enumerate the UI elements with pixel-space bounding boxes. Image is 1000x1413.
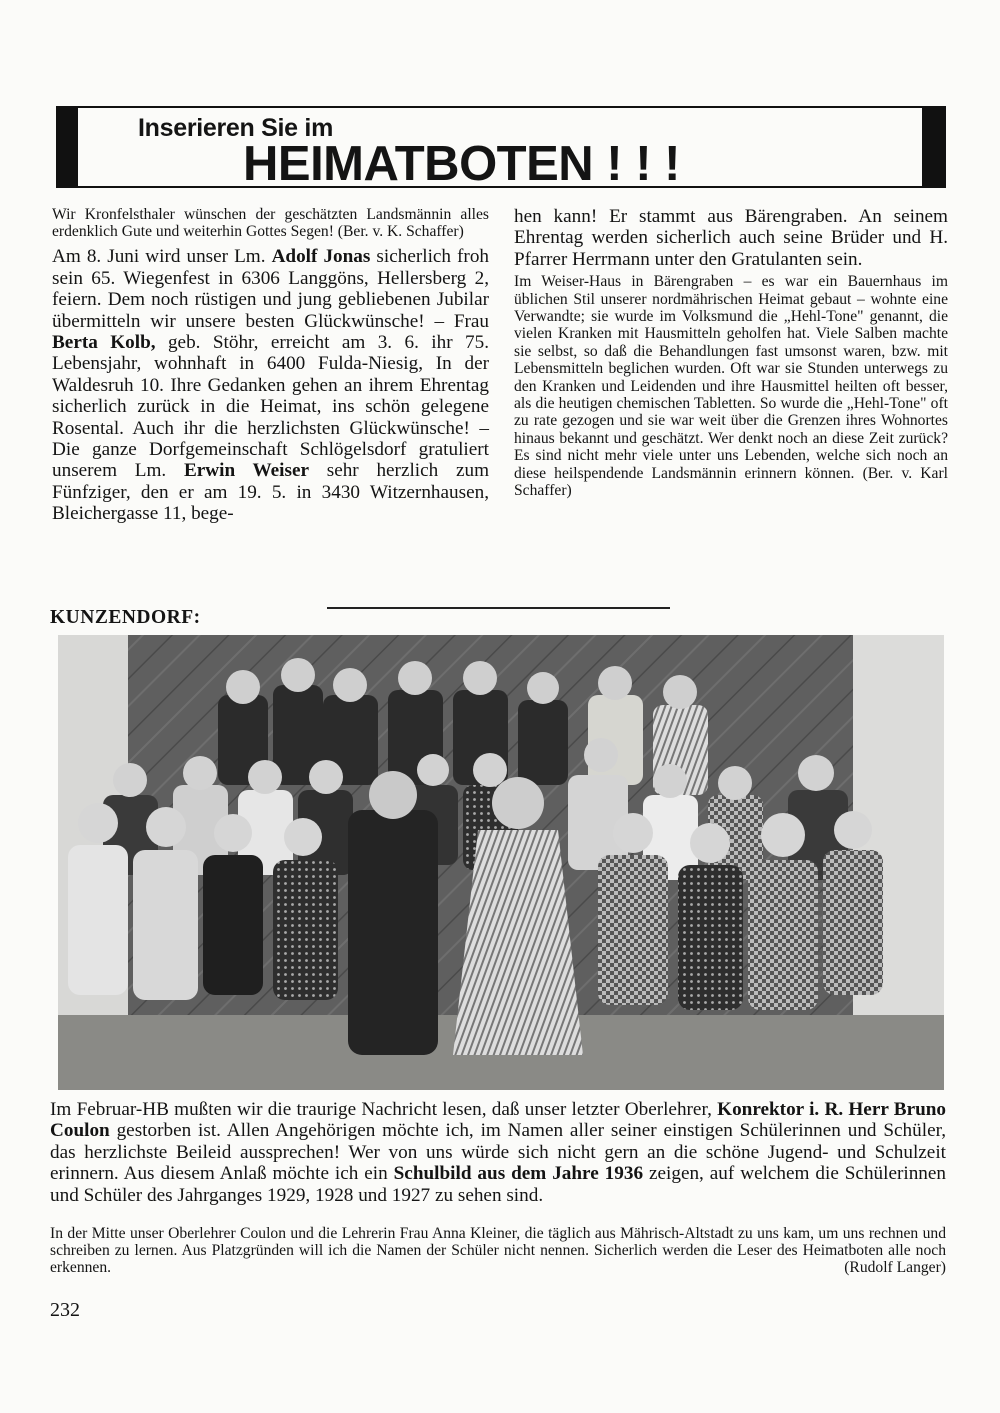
text-segment: In der Mitte unser Oberlehrer Coulon und die Lehrerin Frau Anna Kleiner, die täglich aus Mährisch-Altstadt zu uns kam, um uns rechnen und schreiben zu lernen. Aus Platzgründen will ich die Namen der Schüler nicht nennen. Sicherlich werden die Leser des Heimatboten alle noch erkennen. <box>50 1225 946 1277</box>
ad-headline-small: Inserieren Sie im <box>138 114 333 142</box>
left-intro-text: Wir Kronfelsthaler wünschen der geschätzten Landsmännin alles erdenklich Gute und weiterhin Gottes Segen! (Ber. v. K. Schaffer) <box>52 206 489 241</box>
ad-bar-right <box>922 108 944 186</box>
text-segment: geb. Stöhr, erreicht am 3. 6. ihr 75. Lebensjahr, wohnhaft in 6400 Fulda-Niesig, In der Waldesruh 10. Ihre Gedanken gehen an ihrem Ehrentag sicherlich zurück in die Heimat, ins schön gelegene Rosental. Auch ihr die herzlichsten Glückwünsche! – Die ganze Dorfgemeinschaft Schlögelsdorf gratuliert unserem Lm. <box>52 332 489 482</box>
author-credit: (Rudolf Langer) <box>844 1259 946 1277</box>
photo-caption <box>50 1099 946 1206</box>
text-segment: Im Februar-HB mußten wir die traurige Nachricht lesen, daß unser letzter Oberlehrer, <box>50 1099 712 1120</box>
text-segment: zeigen, auf welchem die Schülerinnen und Schüler des Jahrganges 1929, 1928 und 1927 zu sehen sind. <box>50 1163 947 1206</box>
right-column <box>514 206 948 500</box>
text-segment: gestorben ist. Allen Angehörigen möchte ich, im Namen aller seiner einstigen Schülerinnen und Schüler, das herzlichste Beileid aussprechen! Wer von uns würde sich nicht gern an die schöne Jugend- und Schulzeit erinnern. Aus diesem Anlaß möchte ich ein <box>50 1120 947 1185</box>
text-segment: sicherlich froh sein 65. Wiegenfest in 6306 Langgöns, Hellersberg 2, feiern. Dem noch rüstigen und jung gebliebenen Jubilar übermitteln wir unsere besten Glückwünsche! – Frau <box>52 246 490 332</box>
left-main-paragraph <box>52 246 489 524</box>
text-segment: Am 8. Juni wird unser Lm. <box>52 246 266 268</box>
page-number: 232 <box>50 1299 80 1321</box>
ad-headline-large: HEIMATBOTEN ! ! ! <box>243 137 680 191</box>
photo-title: Schulbild aus dem Jahre 1936 <box>393 1163 644 1185</box>
text-segment: sehr herzlich zum Fünfziger, den er am 19. 5. in 3430 Witzernhausen, Bleichergasse 11, bege- <box>52 460 490 525</box>
section-heading: KUNZENDORF: <box>50 607 201 628</box>
photo-caption-small <box>50 1225 946 1277</box>
advertisement-box <box>56 106 946 191</box>
name-adolf-jonas: Adolf Jonas <box>271 246 371 268</box>
left-column <box>52 206 489 525</box>
class-photo <box>58 635 944 1090</box>
name-berta-kolb: Berta Kolb, <box>52 332 156 354</box>
right-first-paragraph: hen kann! Er stammt aus Bärengraben. An seinem Ehrentag werden sicherlich auch seine Brüder und H. Pfarrer Herrmann unter den Gratulanten sein. <box>514 206 948 270</box>
name-erwin-weiser: Erwin Weiser <box>183 460 309 482</box>
right-second-paragraph: Im Weiser-Haus in Bärengraben – es war ein Bauernhaus im üblichen Stil unserer nordmährischen Heimat gebaut – wohnte eine Verwandte; sie wurde im Volksmund die „Hehl-Tone" genannt, die vielen Kranken mit Hausmitteln geholfen hat. Viele Salben machte sie selbst, so daß die Behandlungen fast umsonst waren, bzw. mit Lebensmitteln beglichen wurden. Oft war sie Stunden unterwegs zu den Kranken und Leidenden und ihre Hausmittel heilten oft besser, als die heutigen chemischen Tabletten. So wurde die „Hehl-Tone" oft zu rate gezogen und sie war weit über die Grenzen ihres Wohnortes hinaus bekannt und geschätzt. Wer denkt noch an diese Zeit zurück? Es sind nicht mehr viele unter uns Lebenden, welche sich noch an diese heilspendende Landsmännin erinnern können. (Ber. v. Karl Schaffer) <box>514 273 948 500</box>
ad-bar-left <box>58 108 78 186</box>
name-bruno-coulon: Konrektor i. R. Herr Bruno Coulon <box>50 1099 947 1142</box>
divider-rule <box>327 607 670 609</box>
